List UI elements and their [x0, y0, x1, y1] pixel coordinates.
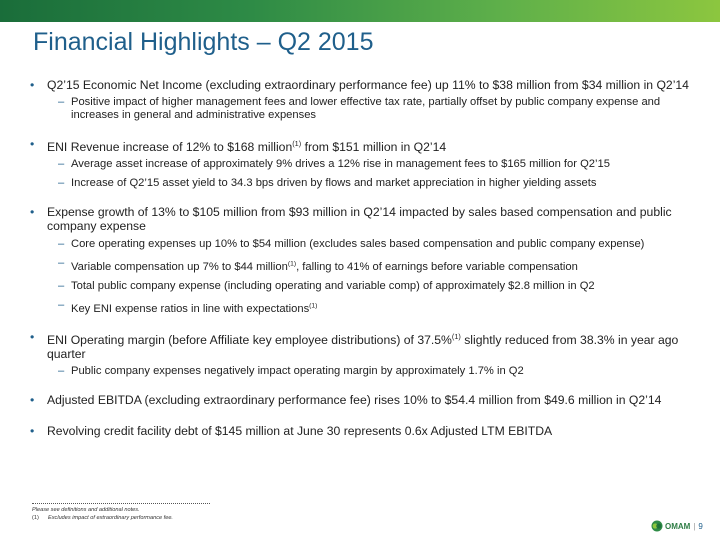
bullet-marker: • — [30, 137, 35, 151]
footnote-reference: (1) — [451, 331, 461, 341]
bullet-marker: • — [30, 205, 35, 220]
omam-logo-icon — [651, 520, 663, 532]
footnote-1 — [32, 514, 210, 522]
footnote-definitions: Please see definitions and additional notes. — [32, 507, 140, 513]
page-number: 9 — [698, 521, 703, 531]
sub-bullet — [30, 238, 690, 251]
bullet-text: Adjusted EBITDA (excluding extraordinary performance fee) rises 10% to $54.4 million from $49.6 million in Q2’14 — [47, 392, 662, 407]
footnote-reference: (1) — [287, 260, 297, 268]
bullet-eni — [30, 78, 690, 92]
sub-bullet — [30, 280, 690, 293]
dash-marker: – — [58, 298, 65, 311]
sub-bullet-text: Core operating expenses up 10% to $54 million (excludes sales based compensation and public company expense) — [71, 238, 645, 251]
dash-marker: – — [58, 96, 65, 108]
sub-bullet-text: Average asset increase of approximately 9% drives a 12% rise in management fees to $165 million for Q2’15 — [71, 158, 610, 171]
bullet-margin — [30, 330, 690, 361]
bullet-text: Revolving credit facility debt of $145 million at June 30 represents 0.6x Adjusted LTM EBITDA — [47, 423, 553, 438]
bullet-text: Expense growth of 13% to $105 million from $93 million in Q2’14 impacted by sales based compensation and public company expense — [47, 205, 672, 234]
bullet-marker: • — [30, 392, 35, 407]
dash-marker: – — [58, 177, 65, 190]
footnote-divider — [32, 503, 210, 504]
footnotes — [32, 503, 210, 522]
sub-bullet-text: Key ENI expense ratios in line with expectations$^{(1)}$ — [71, 301, 318, 315]
slide-title: Financial Highlights – Q2 2015 — [33, 28, 374, 56]
bullet-text: ENI Revenue increase of 12% to $168 million$^{(1)}$ from $151 million in Q2’14 — [47, 139, 447, 155]
footer-separator: | — [693, 521, 696, 531]
header-gradient-bar — [0, 0, 720, 22]
footnote-reference: (1) — [292, 139, 302, 148]
bullet-marker: • — [30, 423, 35, 438]
bullet-marker: • — [30, 78, 35, 92]
bullet-marker: • — [30, 329, 35, 344]
sub-bullet-text: Increase of Q2’15 asset yield to 34.3 bps driven by flows and market appreciation in higher yielding assets — [71, 177, 597, 190]
footnote-marker: (1) — [32, 515, 39, 521]
dash-marker: – — [58, 364, 65, 377]
sub-bullet — [30, 158, 690, 171]
bullet-list — [30, 78, 690, 438]
sub-bullet-text: Public company expenses negatively impact operating margin by approximately 1.7% in Q2 — [71, 364, 524, 377]
sub-bullet — [30, 96, 690, 122]
sub-bullet — [30, 177, 690, 190]
sub-bullet — [30, 257, 690, 274]
bullet-revenue — [30, 137, 690, 154]
dash-marker: – — [58, 279, 65, 292]
footnote-text: Excludes impact of extraordinary performance fee. — [48, 515, 173, 521]
sub-bullet — [30, 299, 690, 316]
sub-bullet-text: Positive impact of higher management fees and lower effective tax rate, partially offset by public company expense and increases in general and administrative expenses — [71, 96, 661, 121]
sub-bullet-text: Total public company expense (including operating and variable comp) of approximately $2.8 million in Q2 — [71, 279, 595, 292]
dash-marker: – — [58, 158, 65, 171]
sub-bullet — [30, 365, 690, 378]
sub-bullet-text: Variable compensation up 7% to $44 million$^{(1)}$, falling to 41% of earnings before variable compensation — [71, 260, 578, 273]
bullet-credit — [30, 424, 690, 438]
dash-marker: – — [58, 238, 65, 251]
bullet-text: Q2’15 Economic Net Income (excluding extraordinary performance fee) up 11% to $38 million from $34 million in Q2’14 — [47, 78, 689, 92]
logo-text: OMAM — [665, 521, 691, 531]
bullet-text: ENI Operating margin (before Affiliate key employee distributions) of 37.5%$^{(1)}$ slightly reduced from 38.3% in year ago quarter — [47, 331, 679, 361]
bullet-ebitda — [30, 393, 690, 407]
bullet-expense — [30, 205, 690, 233]
dash-marker: – — [58, 257, 65, 270]
footnote-reference: (1) — [309, 301, 318, 309]
footer-brand — [651, 520, 703, 532]
